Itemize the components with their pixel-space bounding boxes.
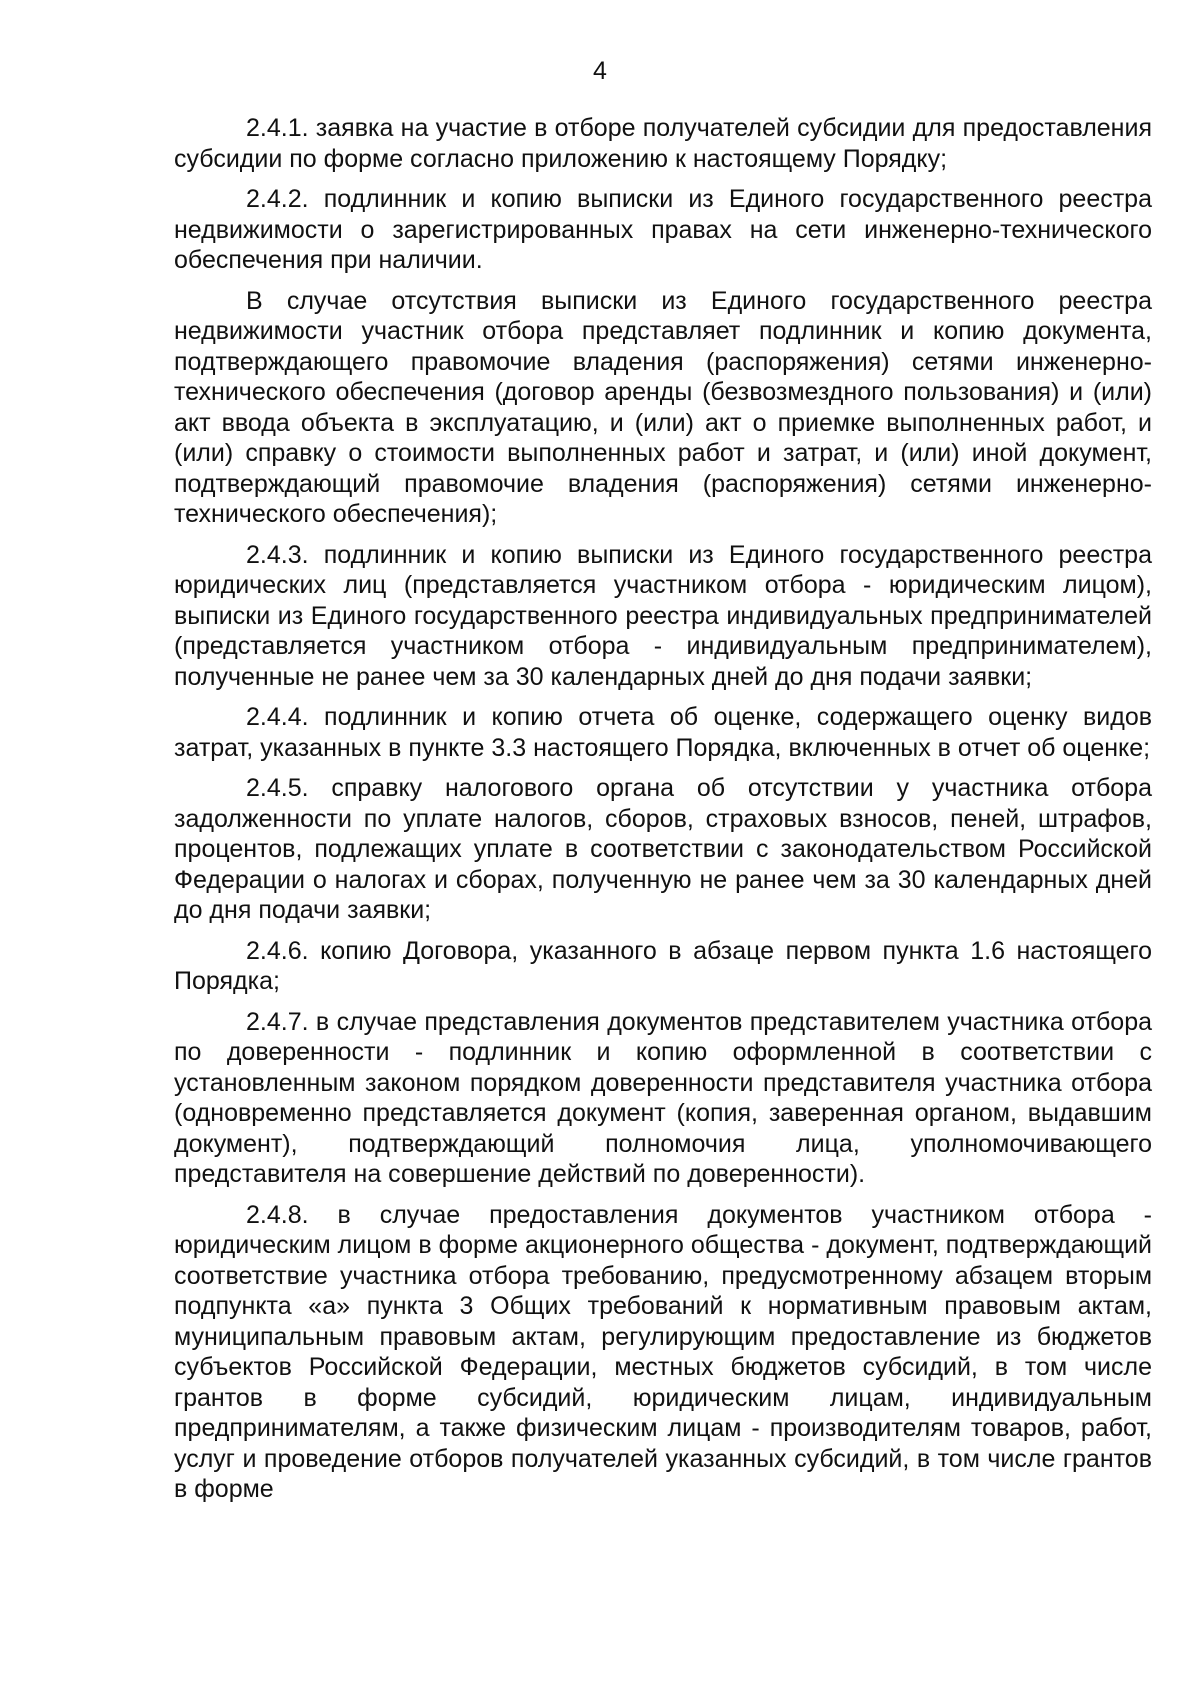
paragraph-2-4-8: 2.4.8. в случае предоставления документов участником отбора - юридическим лицом в форме акционерного общества - документ, подтверждающий соответствие участника отбора требованию, предусмотренному абзацем вторым подпункта «а» пункта 3 Общих требований к нормативным правовым актам, муниципальным правовым актам, регулирующим предоставление из бюджетов субъектов Российской Федерации, местных бюджетов субсидий, в том числе грантов в форме субсидий, юридическим лицам, индивидуальным предпринимателям, а также физическим лицам - производителям товаров, работ, услуг и проведение отборов получателей указанных субсидий, в том числе грантов в форме	[174, 1200, 1152, 1503]
paragraph-2-4-5: 2.4.5. справку налогового органа об отсутствии у участника отбора задолженности по уплате налогов, сборов, страховых взносов, пеней, штрафов, процентов, подлежащих уплате в соответствии с законодательством Российской Федерации о налогах и сборах, полученную не ранее чем за 30 календарных дней до дня подачи заявки;	[174, 774, 1152, 924]
paragraph-2-4-1: 2.4.1. заявка на участие в отборе получателей субсидии для предоставления субсидии по форме согласно приложению к настоящему Порядку;	[174, 114, 1152, 173]
paragraph-2-4-6: 2.4.6. копию Договора, указанного в абзаце первом пункта 1.6 настоящего Порядка;	[174, 936, 1152, 995]
paragraph-2-4-2: 2.4.2. подлинник и копию выписки из Единого государственного реестра недвижимости о зарегистрированных правах на сети инженерно-технического обеспечения при наличии.	[174, 185, 1152, 274]
paragraph-2-4-2-continuation: В случае отсутствия выписки из Единого государственного реестра недвижимости участник отбора представляет подлинник и копию документа, подтверждающего правомочие владения (распоряжения) сетями инженерно-технического обеспечения (договор аренды (безвозмездного пользования) и (или) акт ввода объекта в эксплуатацию, и (или) акт о приемке выполненных работ, и (или) справку о стоимости выполненных работ и затрат, и (или) иной документ, подтверждающий правомочие владения (распоряжения) сетями инженерно-технического обеспечения);	[174, 286, 1152, 528]
paragraph-2-4-7: 2.4.7. в случае представления документов представителем участника отбора по доверенности - подлинник и копию оформленной в соответствии с установленным законом порядком доверенности представителя участника отбора (одновременно представляется документ (копия, заверенная органом, выдавшим документ), подтверждающий полномочия лица, уполномочивающего представителя на совершение действий по доверенности).	[174, 1007, 1152, 1188]
paragraph-2-4-3: 2.4.3. подлинник и копию выписки из Единого государственного реестра юридических лиц (представляется участником отбора - юридическим лицом), выписки из Единого государственного реестра индивидуальных предпринимателей (представляется участником отбора - индивидуальным предпринимателем), полученные не ранее чем за 30 календарных дней до дня подачи заявки;	[174, 540, 1152, 691]
paragraph-2-4-4: 2.4.4. подлинник и копию отчета об оценке, содержащего оценку видов затрат, указанных в пункте 3.3 настоящего Порядка, включенных в отчет об оценке;	[174, 703, 1152, 762]
document-body	[174, 113, 1152, 1505]
page-number: 4	[593, 57, 607, 85]
